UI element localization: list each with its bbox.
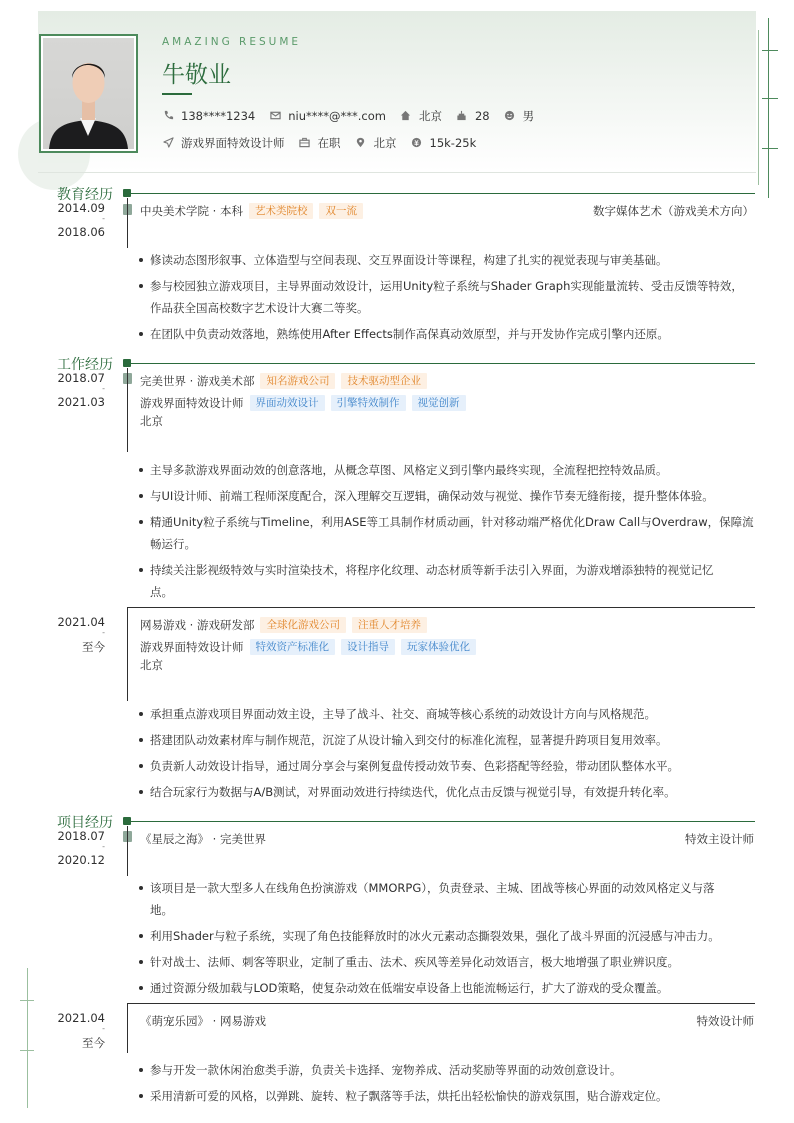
decorative-line [758, 30, 759, 185]
work1-city: 北京 [140, 414, 163, 428]
proj2-end-date: 至今 [82, 1036, 105, 1050]
edu-bullet: 参与校园独立游戏项目，主导界面动效设计，运用Unity粒子系统与Shader Graph实现能量流转、受击反馈等特效， [138, 275, 755, 297]
work2-city: 北京 [140, 658, 163, 672]
proj2-bullet: 采用清新可爱的风格，以弹跳、旋转、粒子飘落等手法，烘托出轻松愉快的游戏氛围，贴合游戏定位。 [138, 1085, 755, 1107]
company-tag: 知名游戏公司 [260, 373, 335, 389]
edu-major: 数字媒体艺术（游戏美术方向） [593, 204, 754, 218]
status-item [299, 135, 341, 151]
work2-position-line [140, 638, 476, 656]
timeline-line [127, 368, 128, 452]
decorative-tick [20, 1000, 34, 1001]
header-divider [38, 172, 756, 173]
phone-icon [162, 110, 174, 122]
proj1-name: 《星辰之海》 · 完美世界 [140, 832, 266, 846]
company-tag: 注重人才培养 [352, 617, 427, 633]
timeline-line [127, 198, 128, 248]
proj1-bullet-continued [138, 899, 755, 921]
salary-value: 15k-25k [429, 136, 477, 150]
position-tag: 特效资产标准化 [250, 639, 336, 655]
person-portrait-icon [43, 38, 134, 149]
position-name: 游戏界面特效设计师 [140, 396, 244, 410]
education-section-title: 教育经历 [57, 187, 113, 203]
decorative-line [27, 968, 28, 1108]
work1-bullet-text: 畅运行。 [150, 537, 196, 551]
work2-bullet: 搭建团队动效素材库与制作规范，沉淀了从设计输入到交付的标准化流程，显著提升跨项目复用效率。 [138, 729, 755, 751]
position-tag: 界面动效设计 [250, 395, 325, 411]
contact-row [162, 107, 548, 125]
decorative-tick [762, 148, 778, 149]
profile-photo-frame [39, 34, 138, 153]
section-rule [127, 821, 755, 822]
section-rule [127, 363, 755, 364]
position-tag: 玩家体验优化 [401, 639, 476, 655]
edu-bullet-continued [138, 297, 755, 319]
position-tag: 设计指导 [341, 639, 395, 655]
date-separator: - [102, 628, 105, 637]
phone-item [162, 109, 255, 123]
company-name: 网易游戏 · 游戏研发部 [140, 618, 255, 632]
candidate-name: 牛敬业 [162, 62, 231, 88]
target-city-value: 北京 [373, 136, 397, 150]
edu-bullet: 在团队中负责动效落地，熟练使用After Effects制作高保真动效原型，并与开发协作完成引擎内还原。 [138, 323, 755, 345]
decorative-tick [20, 1050, 34, 1051]
section-marker [123, 189, 131, 197]
date-separator: - [102, 214, 105, 223]
edu-bullet-text: 作品获全国高校数字艺术设计大赛二等奖。 [150, 301, 369, 315]
work1-bullet: 与UI设计师、前端工程师深度配合，深入理解交互逻辑，确保动效与视觉、操作节奏无缝衔接，提升整体体验。 [138, 485, 755, 507]
timeline-line [127, 607, 128, 701]
position-name: 游戏界面特效设计师 [140, 640, 244, 654]
edu-start-date: 2014.09 [57, 201, 105, 215]
briefcase-icon [299, 137, 311, 149]
phone-number: 138****1234 [181, 109, 256, 123]
email-address: niu****@***.com [288, 109, 386, 123]
age-value: 28 [474, 109, 490, 123]
proj1-start-date: 2018.07 [57, 829, 105, 843]
work2-bullet: 负责新人动效设计指导，通过周分享会与案例复盘传授动效节奏、色彩搭配等经验，带动团队整体水平。 [138, 755, 755, 777]
proj1-bullet-text: 地。 [150, 903, 173, 917]
home-icon [400, 110, 412, 122]
cake-icon [456, 110, 468, 122]
work1-bullet: 精通Unity粒子系统与Timeline，利用ASE等工具制作材质动画，针对移动端严格优化Draw Call与Overdraw，保障流 [138, 511, 755, 533]
target-job-value: 游戏界面特效设计师 [181, 136, 285, 150]
edu-bullet: 修读动态图形叙事、立体造型与空间表现、交互界面设计等课程，构建了扎实的视觉表现与审美基础。 [138, 249, 755, 271]
timeline-line [127, 1003, 128, 1053]
proj1-bullet: 针对战士、法师、刺客等职业，定制了重击、法术、疾风等差异化动效语言，极大地增强了职业辨识度。 [138, 951, 755, 973]
proj1-bullet: 通过资源分级加载与LOD策略，使复杂动效在低端安卓设备上也能流畅运行，扩大了游戏的受众覆盖。 [138, 977, 755, 999]
decorative-tick [762, 98, 778, 99]
proj2-start-date: 2021.04 [57, 1011, 105, 1025]
work2-bullet: 承担重点游戏项目界面动效主设，主导了战斗、社交、商城等核心系统的动效设计方向与风格规范。 [138, 703, 755, 725]
status-value: 在职 [317, 136, 341, 150]
work1-company-line [140, 372, 427, 390]
work1-bullet-text: 点。 [150, 585, 173, 599]
age-item [456, 109, 490, 123]
entry-rule [127, 1003, 755, 1004]
work1-position-line [140, 394, 466, 412]
hometown-item [400, 108, 442, 124]
company-name: 完美世界 · 游戏美术部 [140, 374, 255, 388]
school-tag: 艺术类院校 [249, 203, 314, 219]
name-underline [162, 93, 192, 95]
timeline-line [127, 826, 128, 876]
email-item [269, 109, 386, 123]
work1-bullet-continued [138, 581, 755, 603]
resume-tagline: AMAZING RESUME [162, 36, 302, 48]
location-pin-icon [355, 137, 367, 149]
proj2-role: 特效设计师 [696, 1014, 754, 1028]
proj2-bullet: 参与开发一款休闲治愈类手游，负责关卡选择、宠物养成、活动奖励等界面的动效创意设计。 [138, 1059, 755, 1081]
target-city-item [355, 135, 397, 151]
entry-rule [127, 607, 755, 608]
work2-end-date: 至今 [82, 640, 105, 654]
gender-value: 男 [522, 109, 535, 123]
gender-item [504, 108, 535, 124]
edu-end-date: 2018.06 [57, 225, 105, 239]
coin-icon [411, 137, 423, 149]
proj1-bullet: 该项目是一款大型多人在线角色扮演游戏（MMORPG），负责登录、主城、团战等核心界面的动效风格定义与落 [138, 877, 755, 899]
intention-row [162, 134, 490, 152]
section-marker [123, 359, 131, 367]
proj1-role: 特效主设计师 [685, 832, 754, 846]
school-name: 中央美术学院 · 本科 [140, 204, 243, 218]
date-separator: - [102, 384, 105, 393]
work1-start-date: 2018.07 [57, 371, 105, 385]
work1-bullet-continued [138, 533, 755, 555]
proj1-bullet: 利用Shader与粒子系统，实现了角色技能释放时的冰火元素动态撕裂效果，强化了战斗界面的沉浸感与冲击力。 [138, 925, 755, 947]
date-separator: - [102, 842, 105, 851]
company-tag: 技术驱动型企业 [341, 373, 427, 389]
target-job-item [162, 135, 285, 151]
edu-school-line [140, 202, 363, 220]
profile-photo [43, 38, 134, 149]
section-rule [127, 193, 755, 194]
projects-section-title: 项目经历 [57, 815, 113, 831]
work2-start-date: 2021.04 [57, 615, 105, 629]
send-icon [162, 137, 174, 149]
proj1-end-date: 2020.12 [57, 853, 105, 867]
mail-icon [269, 110, 281, 122]
company-tag: 全球化游戏公司 [260, 617, 346, 633]
position-tag: 视觉创新 [412, 395, 466, 411]
salary-item [411, 136, 477, 150]
work1-bullet: 持续关注影视级特效与实时渲染技术，将程序化纹理、动态材质等新手法引入界面，为游戏增添独特的视觉记忆 [138, 559, 755, 581]
decorative-line [768, 18, 769, 198]
work1-end-date: 2021.03 [57, 395, 105, 409]
date-separator: - [102, 1024, 105, 1033]
school-tag: 双一流 [319, 203, 363, 219]
work-section-title: 工作经历 [57, 357, 113, 373]
position-tag: 引擎特效制作 [331, 395, 406, 411]
work2-company-line [140, 616, 427, 634]
face-icon [504, 110, 516, 122]
work2-bullet: 结合玩家行为数据与A/B测试，对界面动效进行持续迭代，优化点击反馈与视觉引导，有效提升转化率。 [138, 781, 755, 803]
work1-bullet: 主导多款游戏界面动效的创意落地，从概念草图、风格定义到引擎内最终实现，全流程把控特效品质。 [138, 459, 755, 481]
proj2-name: 《萌宠乐园》 · 网易游戏 [140, 1014, 266, 1028]
section-marker [123, 817, 131, 825]
decorative-tick [762, 50, 778, 51]
hometown-value: 北京 [418, 109, 442, 123]
